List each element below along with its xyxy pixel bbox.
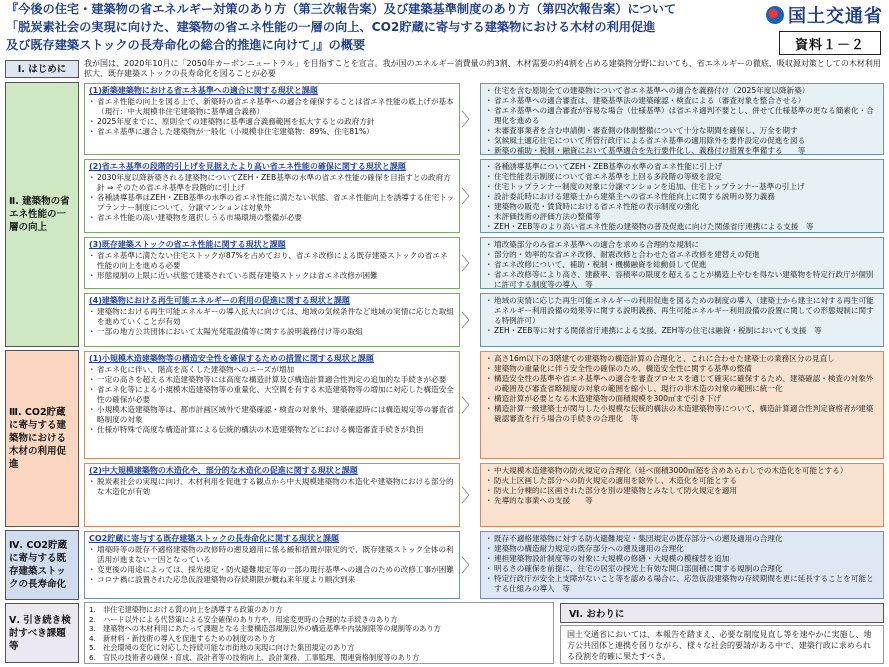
- title-line-2: 「脱炭素社会の実現に向けた、建築物の省エネ性能の一層の向上、CO2貯蔵に寄与する建築物における木材の利用促進: [6, 20, 656, 34]
- issue-heading: (3)既存建築ストックの省エネ性能に関する現状と課題: [89, 240, 286, 249]
- issue-heading: CO2貯蔵に寄与する既存建築ストックの長寿命化に関する現状と課題: [89, 534, 339, 543]
- issue-item: ・ 省エネ化等による小規模木造建築物等の重量化、大空間を有する木造建築物等の増加に対応した構造安全性の確保が必要: [89, 385, 455, 405]
- measure-item: ・ 各種誘導基準についてZEH・ZEB基準の水準の省エネ性能に引上げ: [486, 162, 878, 172]
- future-issue-item: [89, 615, 549, 625]
- section-label-introduction: Ⅰ. はじめに: [5, 60, 79, 78]
- issue-heading: (1)小規模木造建築物等の構造安全性を確保するための措置に関する現状と課題: [89, 354, 374, 363]
- measure-item: ・ 部分的・効率的な省エネ改修、耐震改修と合わせた省エネ改修を建替えの促進: [486, 250, 878, 260]
- measure-item: ・ 省エネ基準への適合審査が容易な場合（仕様基準）は省エネ適判不要とし、併せて仕様基準の更なる簡素化・合理化を進める: [486, 106, 878, 126]
- measure-item: ・ ZEH・ZEB等に対する関係省庁連携による支援、ZEH等の住宅は融資・税制においても支援 等: [486, 326, 878, 336]
- issue-item: ・ 省エネ基準に満たない住宅ストックが87%を占めており、省エネ改修による既存建築ストックの省エネ性能の向上を進める必要: [89, 251, 455, 271]
- measure-item: ・ 先導的な事業への支援 等: [486, 496, 878, 506]
- future-issue-item: [89, 643, 549, 653]
- future-issue-item: [89, 634, 549, 644]
- chevron-right-icon: 〉: [461, 396, 479, 417]
- measure-box-stock-longevity: [480, 531, 884, 599]
- future-issue-item: [89, 653, 549, 663]
- issue-item: ・ 2030年度以降新築される建築物についてZEH・ZEB基準の水準の省エネ性能の確保を目指すとの政府方針 ⇒ そのため省エネ基準を段階的に引上げ: [89, 173, 455, 193]
- measure-item: ・ 未審査事業者を含む申請側・審査側の体制整備について十分な期間を確保し、万全を期す: [486, 126, 878, 136]
- measure-item: ・ 増改築部分のみ省エネ基準への適合を求める合理的な規制に: [486, 240, 878, 250]
- issue-box-higher-performance: [84, 159, 460, 233]
- item-number: 5.: [89, 643, 96, 653]
- issue-item: ・ 各種誘導基準はZEH・ZEB基準の水準の省エネ性能に満たない状態、省エネ性能向上を誘導する住宅トップランナー制度について、分譲マンションは対象外: [89, 193, 455, 213]
- measure-item: ・ 建築物の重量化に伴う安全性の確保のため、構造安全性に関する基準の整備: [486, 364, 878, 374]
- ministry-logo: [766, 2, 883, 28]
- issue-box-existing-stock-energy: [84, 237, 460, 289]
- issue-item: ・ 一部の地方公共団体において太陽光発電設備等に関する説明義務付け等の取組: [89, 327, 455, 337]
- item-text: 建築物への木材利用にあたって課題となる主要構造部規制以外の構造基準や内装制限等の規制等のあり方: [103, 624, 441, 634]
- ministry-logo-text: 国土交通省: [788, 6, 883, 27]
- issue-heading: (1)新築建築物における省エネ基準への適合に関する現状と課題: [89, 86, 318, 95]
- item-text: 社会環境の変化に対応した持続可能な市街地の実現に向けた集団規定のあり方: [103, 643, 355, 653]
- document-number-tag: 資料１－２: [779, 31, 881, 55]
- item-text: 官民の技術者の確保・育成、設計者等の技術向上、設計業務、工事監理、関連資格制度等のあり方: [103, 652, 420, 662]
- measure-box-small-timber-safety: [480, 351, 884, 459]
- measure-item: ・ 地域の実情に応じた再生可能エネルギーの利用促進を図るための制度の導入（建築士から建主に対する再生可能エネルギー利用設備の効果等に関する説明義務、再生可能エネルギー利用設備の設置に関しての形態規制に関する特例許可）: [486, 296, 878, 326]
- measure-item: ・ 連担建築物設計制度等の対象に大規模の修繕・大規模の模様替を追加: [486, 554, 878, 564]
- chevron-right-icon: 〉: [461, 254, 479, 275]
- issue-item: ・ 省エネ化に伴い、階高を高くした建築物へのニーズが増加: [89, 365, 455, 375]
- measure-item: ・ 既存不適格建築物に対する防火避難規定・集団規定の既存部分への遡及適用の合理化: [486, 534, 878, 544]
- item-number: 3.: [89, 624, 96, 634]
- measure-item: ・ 住宅トップランナー制度の対象に分譲マンションを追加、住宅トップランナー基準の引上げ: [486, 182, 878, 192]
- chevron-right-icon: 〉: [461, 311, 479, 332]
- issue-box-new-building-compliance: [84, 83, 460, 155]
- measure-item: ・ 建築物の販売・賃貸時における省エネ性能の表示制度の強化: [486, 202, 878, 212]
- measure-item: ・ 高さ16m以下の3階建ての建築物の構造計算の合理化と、これに合わせた建築士の業務区分の見直し: [486, 354, 878, 364]
- measure-item: ・ 未評価技術の評価方法の整備等: [486, 212, 878, 222]
- measure-item: ・ 防火上区画した部分への防火規定の適用を除外し、木造化を可能とする: [486, 476, 878, 486]
- future-issues-list: [84, 602, 554, 664]
- item-number: 6.: [89, 652, 96, 662]
- item-number: 4.: [89, 633, 96, 643]
- issue-box-large-timber: [84, 463, 460, 527]
- item-number: 1.: [89, 605, 96, 614]
- issue-box-renewable-energy: [84, 293, 460, 347]
- issue-item: ・ 省エネ性能の高い建築物を選択しうる市場環境の整備が必要: [89, 213, 455, 223]
- measure-box-existing-stock-energy: [480, 237, 884, 289]
- issue-item: ・ 省エネ基準に適合した建築物が一般化（小規模非住宅建築物：89%、住宅81%）: [89, 127, 455, 137]
- measure-item: ・ 建築物の構造耐力規定の既存部分への遡及適用の合理化: [486, 544, 878, 554]
- issue-item: ・ 省エネ性能の向上を図る上で、新築時の省エネ基準への適合を確保することは省エネ性能の底上げが基本（現行：中大規模非住宅建築物に基準適合義務）: [89, 97, 455, 117]
- item-text: ハード以外による代替策による安全確保のあり方や、用途変更時の合理的な手続きのあり方: [103, 614, 398, 624]
- chevron-right-icon: 〉: [461, 556, 479, 577]
- section-label-energy: Ⅱ. 建築物の省エネ性能の一層の向上: [5, 82, 79, 347]
- measure-box-renewable-energy: [480, 293, 884, 347]
- issue-item: ・ コロナ禍に設置された応急仮設建築物の存続期限が概ね来年度より順次到来: [89, 575, 455, 585]
- chevron-right-icon: 〉: [461, 187, 479, 208]
- closing-text: 国土交通省においては、本報告を踏まえ、必要な制度見直し等を速やかに実施し、地方公共団体と連携を図りながら、様々な社会的要請がある中で、建築行政に求められる役割を的確に果たすべき。: [560, 625, 884, 664]
- measure-item: ・ 構造計算一級建築士が関与した小規模な伝統的構法の木造建築物等について、構造計算適合性判定資格者が建築確認審査を行う場合の手続きの合理化 等: [486, 404, 878, 424]
- measure-item: ・ 明るさの確保を前提に、住宅の居室の採光上有効な開口部面積に関する規制の合理化: [486, 564, 878, 574]
- measure-item: ・ 構造安全性の基準や省エネ基準への適合を審査プロセスを通じて確実に確保するため、建築確認・検査の対象外の範囲及び審査省略制度の対象の範囲を縮小し、現行の非木造の対象の範囲に統一化: [486, 374, 878, 394]
- issue-item: ・ 増築時等の既存不適格建築物の改修時の遡及適用に係る緩和措置が限定的で、既存建築ストック全体の利活用が進まない一因となっている: [89, 545, 455, 565]
- measure-item: ・ 防火上分棟的に区画された部分を別の建築物とみなして防火規定を適用: [486, 486, 878, 496]
- issue-item: ・ 変更後の用途によっては、採光規定・防火避難規定等の一部の現行基準への適合のための改修工事が困難: [89, 565, 455, 575]
- future-issue-item: [89, 605, 549, 615]
- section-label-existing-stock: Ⅳ. CO2貯蔵に寄与する既存建築ストックの長寿命化: [5, 530, 79, 600]
- measure-box-large-timber: [480, 463, 884, 527]
- measure-item: ・ 設計委託時における建築士から建築主への省エネ性能向上に関する説明の努力義務: [486, 192, 878, 202]
- chevron-right-icon: 〉: [461, 486, 479, 507]
- measure-item: ・ 省エネ基準への適合審査は、建築基準法の建築確認・検査による（審査対象を整合させる）: [486, 96, 878, 106]
- issue-box-stock-longevity: [84, 531, 460, 599]
- measure-item: ・ ZEH・ZEB等のより高い省エネ性能の建築物の普及促進に向けた関係省庁連携による支援 等: [486, 222, 878, 232]
- issue-item: ・ 形態規制の上限に近い状態で建築されている既存建築ストックは省エネ改修が困難: [89, 271, 455, 281]
- issue-item: ・ 一定の高さを超える木造建築物等には高度な構造計算及び構造計算適合性判定の追加的な手続きが必要: [89, 375, 455, 385]
- title-block: [6, 0, 776, 58]
- section-label-future-issues: Ⅴ. 引き続き検討すべき課題等: [5, 603, 79, 663]
- issue-heading: (4)建築物における再生可能エネルギーの利用の促進に関する現状と課題: [89, 296, 350, 305]
- measure-item: ・ 省エネ改修等により高さ、建蔽率、容積率の限度を超えることが構造上やむを得ない建築物を特定行政庁が個別に許可する制度等の導入 等: [486, 270, 878, 290]
- item-text: 非住宅建築物における質の向上を誘導する政策のあり方: [103, 605, 283, 614]
- measure-item: ・ 新築の補助・税制・融資において基準適合を先行要件化し、義務付け措置を準備する 等: [486, 146, 878, 156]
- future-issue-item: [89, 624, 549, 634]
- measure-item: ・ 省エネ改修について、補助・税制・機構融資を総動員して促進: [486, 260, 878, 270]
- issue-box-small-timber-safety: [84, 351, 460, 459]
- introduction-text: 我が国は、2020年10月に「2050年カーボンニュートラル」を目指すことを宣言。我が国のエネルギー消費量の約3割、木材需要の約4割を占める建築物分野においても、省エネルギーの徹底、吸収源対策としての木材利用拡大、既存建築ストックの長寿命化を図ることが必要: [84, 59, 881, 78]
- item-text: 新材料・新技術の導入を促進するための制度のあり方: [103, 633, 276, 643]
- section-label-timber: Ⅲ. CO2貯蔵に寄与する建築物における木材の利用促進: [5, 350, 79, 527]
- issue-heading: (2)省エネ基準の段階的引上げを見据えたより高い省エネ性能の確保に関する現状と課題: [89, 162, 406, 171]
- title-line-1: 『今後の住宅・建築物の省エネルギー対策のあり方（第三次報告案）及び建築基準制度のあり方（第四次報告案）について: [6, 2, 677, 16]
- issue-item: ・ 建築物における再生可能エネルギーの導入拡大に向けては、地域の気候条件など地域の実情に応じた取組を進めていくことが有効: [89, 307, 455, 327]
- issue-heading: (2)中大規模建築物の木造化や、部分的な木造化の促進に関する現状と課題: [89, 466, 358, 475]
- measure-item: ・ 構造計算が必要となる木造建築物の面積規模を300㎡まで引き下げ: [486, 394, 878, 404]
- item-number: 2.: [89, 614, 96, 624]
- measure-item: ・ 住宅性能表示制度について省エネ基準を上回る多段階の等級を設定: [486, 172, 878, 182]
- ministry-emblem-icon: [766, 6, 784, 24]
- chevron-right-icon: 〉: [461, 110, 479, 131]
- issue-item: ・ 脱炭素社会の実現に向け、木材利用を促進する観点から中大規模建築物の木造化や建築物における部分的な木造化が有効: [89, 477, 455, 497]
- measure-item: ・ 中大規模木造建築物の防火規定の合理化（延べ面積3000㎡超を含めあらわしでの木造化を可能とする）: [486, 466, 878, 476]
- measure-box-higher-performance: [480, 159, 884, 233]
- measure-item: ・ 気候風土適応住宅について所管行政庁による省エネ基準の適用除外を要件設定の促進を図る: [486, 136, 878, 146]
- issue-item: ・ 小規模木造建築物等は、都市計画区域外で建築確認・検査の対象外、建築確認時には構造規定等の審査省略制度の対象: [89, 405, 455, 425]
- issue-item: ・ 仕様が特殊で高度な構造計算による伝統的構法の木造建築物などにおける構造審査手続きが負担: [89, 425, 455, 435]
- section-label-closing: Ⅵ. おわりに: [560, 603, 884, 623]
- measure-item: ・ 特定行政庁が安全上支障がないこと等を認める場合に、応急仮設建築物の存続期間を更に延長することを可能とする仕組みの導入 等: [486, 574, 878, 594]
- issue-item: ・ 2025年度までに、原則全ての建築物に基準適合義務範囲を拡大するとの政府方針: [89, 117, 455, 127]
- title-line-3: 及び既存建築ストックの長寿命化の総合的推進に向けて」』の概要: [6, 38, 366, 52]
- measure-box-new-building-compliance: [480, 83, 884, 155]
- measure-item: ・ 住宅を含む原則全ての建築物について省エネ基準への適合を義務付け（2025年度以降新築）: [486, 86, 878, 96]
